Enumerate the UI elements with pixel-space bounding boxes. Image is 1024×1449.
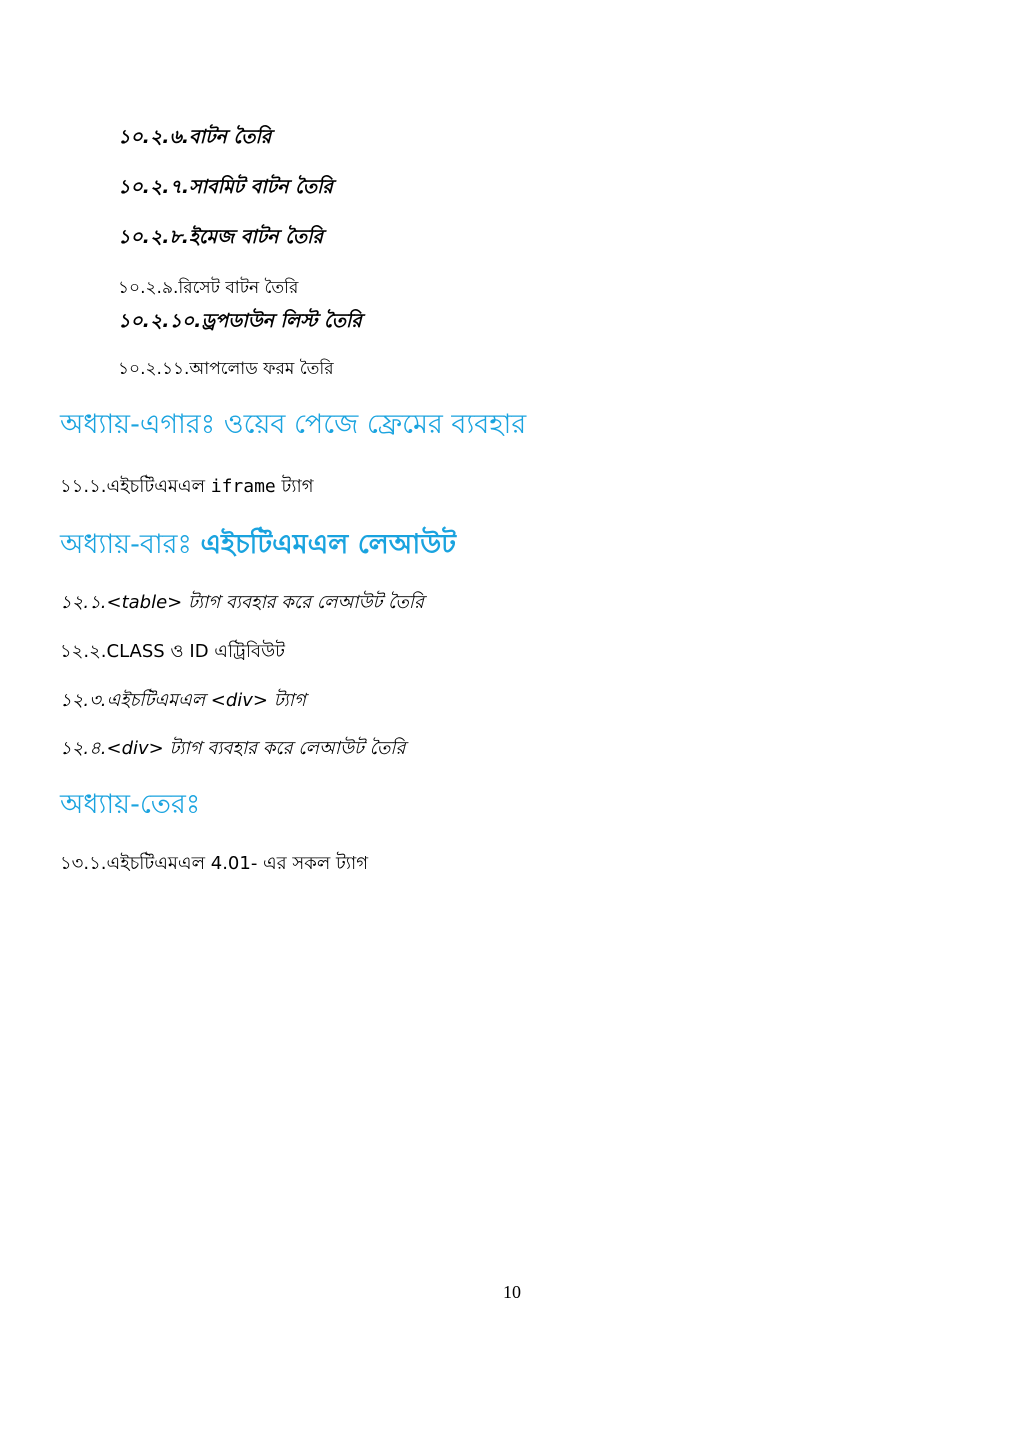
toc-entry-11-1-suffix: ট্যাগ xyxy=(275,476,314,497)
toc-entry-10-2-6: ১০.২.৬.বাটন তৈরি xyxy=(118,126,272,148)
toc-entry-10-2-10: ১০.২.১০.ড্রপডাউন লিস্ট তৈরি xyxy=(118,310,362,332)
toc-entry-10-2-7: ১০.২.৭.সাবমিট বাটন তৈরি xyxy=(118,176,333,198)
chapter-11-heading: অধ্যায়-এগারঃ ওয়েব পেজে ফ্রেমের ব্যবহার xyxy=(60,409,527,440)
toc-entry-12-3: ১২.৩.এইচটিএমএল <div> ট্যাগ xyxy=(60,690,306,711)
toc-entry-12-2: ১২.২.CLASS ও ID এট্রিবিউট xyxy=(60,641,285,662)
toc-entry-12-4: ১২.৪.<div> ট্যাগ ব্যবহার করে লেআউট তৈরি xyxy=(60,738,406,759)
toc-entry-11-1-code: iframe xyxy=(210,476,276,497)
toc-entry-10-2-11: ১০.২.১১.আপলোড ফরম তৈরি xyxy=(118,359,334,379)
toc-entry-11-1-prefix: ১১.১.এইচটিএমএল xyxy=(60,476,211,497)
toc-entry-13-1: ১৩.১.এইচটিএমএল 4.01- এর সকল ট্যাগ xyxy=(60,853,369,874)
chapter-13-heading: অধ্যায়-তেরঃ xyxy=(60,789,201,820)
toc-entry-11-1 xyxy=(60,476,314,498)
chapter-12-heading-prefix: অধ্যায়-বারঃ xyxy=(60,529,201,560)
chapter-12-heading-title: এইচটিএমএল লেআউট xyxy=(200,529,457,560)
toc-entry-12-1: ১২.১.<table> ট্যাগ ব্যবহার করে লেআউট তৈরি xyxy=(60,592,424,613)
page-number: 10 xyxy=(503,1282,521,1302)
chapter-12-heading xyxy=(60,529,456,561)
toc-entry-10-2-9: ১০.২.৯.রিসেট বাটন তৈরি xyxy=(118,278,299,298)
toc-entry-10-2-8: ১০.২.৮.ইমেজ বাটন তৈরি xyxy=(118,226,323,248)
